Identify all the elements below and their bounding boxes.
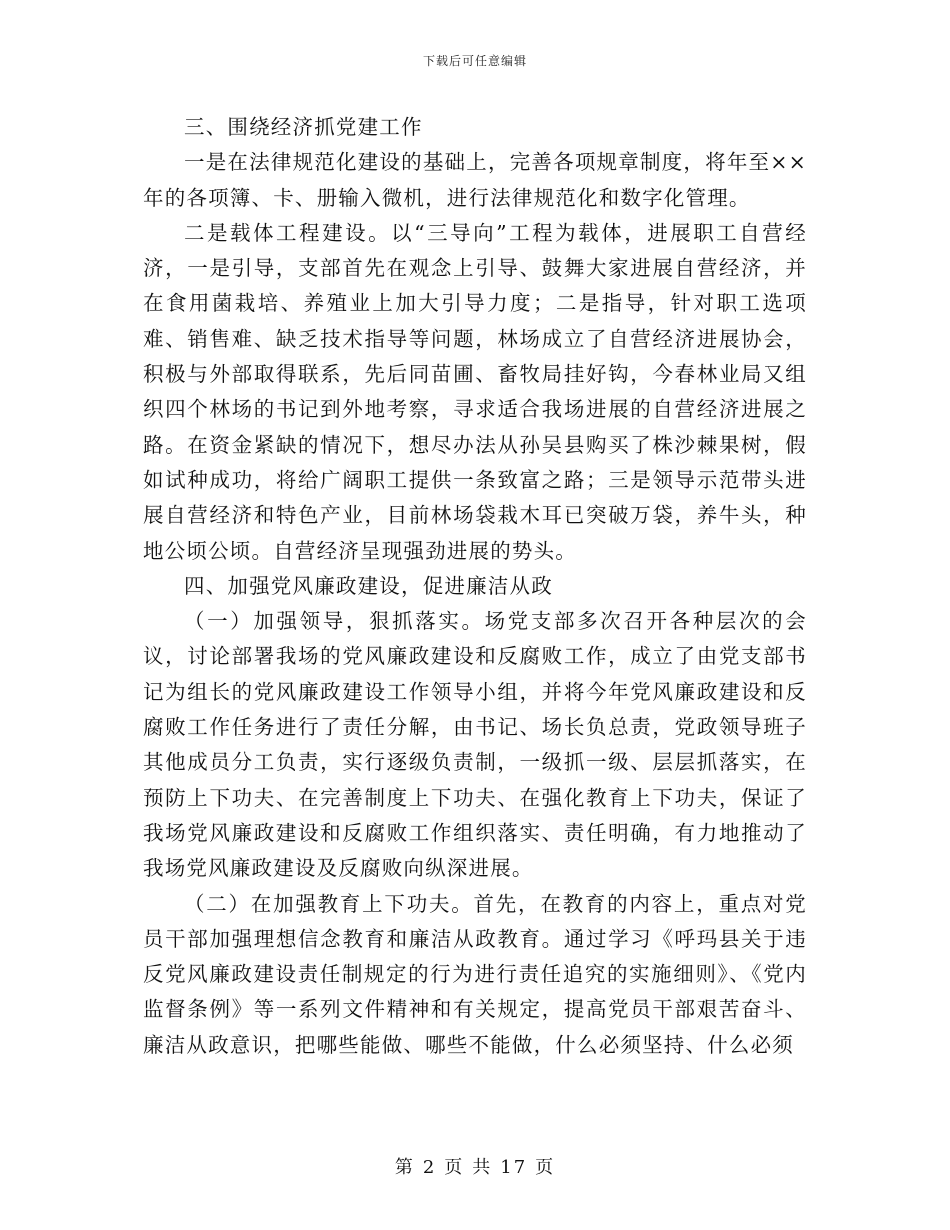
page-header: 下载后可任意编辑 [422, 54, 527, 68]
section-heading-3: 三、围绕经济抓党建工作 [184, 115, 423, 139]
paragraph-carrier-project: 二是载体工程建设。以“三导向”工程为载体，进展职工自营经济，一是引导，支部首先在观念上引导、鼓舞大家进展自营经济，并在食用菌栽培、养殖业上加大引导力度；二是指导，针对职工选项难、销售难、缺乏技术指导等问题，林场成立了自营经济进展协会，积极与外部取得联系，先后同苗圃、畜牧局挂好钩，今春林业局又组织四个林场的书记到外地考察，寻求适合我场进展的自营经济进展之路。在资金紧缺的情况下，想尽办法从孙吴县购买了株沙棘果树，假如试种成功，将给广阔职工提供一条致富之路；三是领导示范带头进展自营经济和特色产业，目前林场袋栽木耳已突破万袋，养牛头，种地公顷公顷。自营经济呈现强劲进展的势头。 [143, 220, 807, 563]
page-footer [0, 1153, 950, 1179]
paragraph-leadership: （一）加强领导，狠抓落实。场党支部多次召开各种层次的会议，讨论部署我场的党风廉政建设和反腐败工作，成立了由党支部书记为组长的党风廉政建设工作领导小组，并将今年党风廉政建设和反腐败工作任务进行了责任分解，由书记、场长负总责，党政领导班子其他成员分工负责，实行逐级负责制，一级抓一级、层层抓落实，在预防上下功夫、在完善制度上下功夫、在强化教育上下功夫，保证了我场党风廉政建设和反腐败工作组织落实、责任明确，有力地推动了我场党风廉政建设及反腐败向纵深进展。 [143, 609, 807, 881]
paragraph-rules-system: 一是在法律规范化建设的基础上，完善各项规章制度，将年至××年的各项簿、卡、册输入微机，进行法律规范化和数字化管理。 [143, 150, 807, 210]
footer-total-pages: 17 [500, 1157, 528, 1178]
footer-total-label: 共 [472, 1157, 493, 1178]
document-body [143, 110, 807, 1063]
section-heading-4: 四、加强党风廉政建设，促进廉洁从政 [184, 573, 553, 598]
footer-suffix: 页 [535, 1157, 556, 1178]
paragraph-education: （二）在加强教育上下功夫。首先，在教育的内容上，重点对党员干部加强理想信念教育和廉洁从政教育。通过学习《呼玛县关于违反党风廉政建设责任制规定的行为进行责任追究的实施细则》、《党内监督条例》等一系列文件精神和有关规定，提高党员干部艰苦奋斗、廉洁从政意识，把哪些能做、哪些不能做，什么必须坚持、什么必须 [143, 891, 807, 1057]
footer-page-label: 页 [444, 1157, 465, 1178]
footer-page-number: 2 [422, 1157, 437, 1178]
footer-prefix: 第 [394, 1157, 415, 1178]
